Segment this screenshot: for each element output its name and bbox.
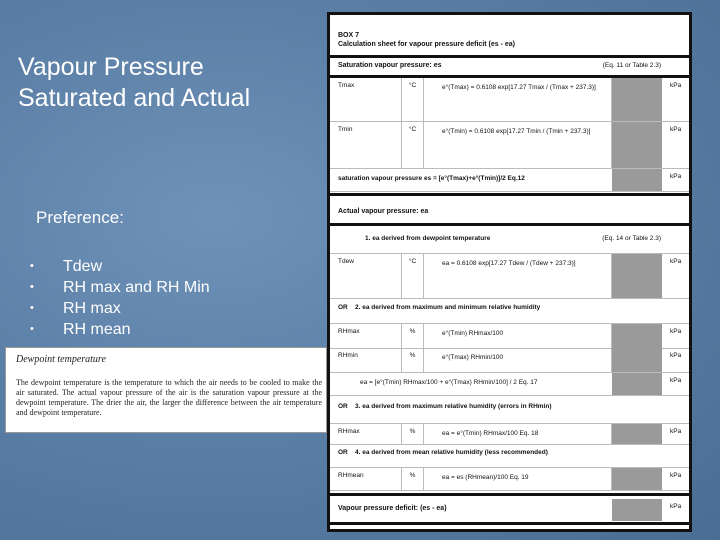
unit-kpa: kPa [670, 82, 682, 89]
divider [330, 522, 689, 525]
input-cell[interactable] [612, 122, 662, 168]
or-label: OR 3. ea derived from maximum relative humidity (errors in RHmin) [338, 403, 552, 410]
sat-label: Saturation vapour pressure: es [338, 62, 442, 69]
unit-pct: % [402, 324, 424, 348]
input-cell[interactable] [612, 254, 662, 298]
tmax-formula: e°(Tmax) = 0.6108 exp[17.27 Tmax / (Tmax + 237.3)] [424, 78, 612, 121]
rhmax-formula: e°(Tmin) RHmax/100 [424, 324, 612, 348]
preference-label: Preference: [36, 208, 124, 227]
bullet-icon: • [30, 260, 34, 272]
unit-c: °C [402, 78, 424, 121]
input-cell[interactable] [612, 324, 662, 348]
svp-row [330, 169, 689, 192]
unit-kpa: kPa [670, 352, 682, 359]
tdew-formula: ea = 0.6108 exp[17.27 Tdew / (Tdew + 237.3)] [424, 254, 612, 298]
input-cell[interactable] [612, 373, 662, 395]
list-item: • RH max and RH Min [30, 279, 210, 296]
unit-pct: % [402, 424, 424, 444]
rhmax-symbol: RHmax [330, 324, 402, 348]
divider [330, 223, 689, 226]
tdew-symbol: Tdew [330, 254, 402, 298]
title-line-1: Vapour Pressure [18, 53, 204, 81]
bullet-icon: • [30, 302, 34, 314]
input-cell[interactable] [612, 78, 662, 121]
dewpoint-heading: Dewpoint temperature [16, 354, 106, 365]
tmin-row [330, 122, 689, 169]
tmin-symbol: Tmin [330, 122, 402, 168]
method-2: 2. ea derived from maximum and minimum relative humidity [354, 304, 541, 311]
slide-title [18, 52, 318, 114]
rhmax-symbol: RHmax [330, 424, 402, 444]
unit-c: °C [402, 122, 424, 168]
dewpoint-excerpt [5, 347, 327, 433]
bullet-icon: • [30, 323, 34, 335]
unit-kpa: kPa [670, 377, 682, 384]
tmin-formula: e°(Tmin) = 0.6108 exp[17.27 Tmin / (Tmin + 237.3)] [424, 122, 612, 168]
method-1: 1. ea derived from dewpoint temperature [365, 235, 491, 242]
or-label: OR 4. ea derived from mean relative humidity (less recommended) [338, 449, 548, 456]
unit-kpa: kPa [670, 328, 682, 335]
unit-kpa: kPa [670, 503, 682, 510]
method-3: 3. ea derived from maximum relative humidity (errors in RHmin) [354, 403, 552, 410]
unit-c: °C [402, 254, 424, 298]
unit-kpa: kPa [670, 472, 682, 479]
divider [330, 493, 689, 496]
bullet-icon: • [30, 281, 34, 293]
divider [330, 193, 689, 196]
box-header [338, 31, 515, 49]
input-cell[interactable] [612, 169, 662, 191]
box-label: BOX 7 [338, 32, 360, 39]
box-heading: Calculation sheet for vapour pressure deficit (es - ea) [338, 41, 515, 48]
sat-ref: (Eq. 11 or Table 2.3) [602, 62, 661, 69]
rhmin-row [330, 348, 689, 373]
svp-formula: saturation vapour pressure es = [e°(Tmax)+e°(Tmin)]/2 Eq.12 [338, 175, 525, 182]
input-cell[interactable] [612, 424, 662, 444]
method-1-ref: (Eq. 14 or Table 2.3) [602, 235, 661, 242]
rhmean-symbol: RHmean [330, 468, 402, 490]
unit-kpa: kPa [670, 428, 682, 435]
or-label: OR 2. ea derived from maximum and minimum relative humidity [338, 304, 541, 311]
input-cell[interactable] [612, 499, 662, 521]
actual-label: Actual vapour pressure: ea [338, 208, 429, 215]
input-cell[interactable] [612, 468, 662, 490]
rhmax-row [330, 323, 689, 349]
rhmean-row [330, 467, 689, 491]
tmax-row [330, 78, 689, 122]
vpd-label: Vapour pressure deficit: (es - ea) [338, 505, 447, 512]
m2-eq-row [330, 373, 689, 396]
m2-equation: ea = [e°(Tmin) RHmax/100 + e°(Tmax) RHmin/100] / 2 Eq. 17 [360, 379, 538, 386]
m4-formula: ea = es (RHmean)/100 Eq. 19 [424, 468, 612, 490]
m3-row [330, 423, 689, 445]
box7-sheet [327, 12, 692, 532]
unit-kpa: kPa [670, 258, 682, 265]
method-4: 4. ea derived from mean relative humidity (less recommended) [354, 449, 548, 456]
title-line-2: Saturated and Actual [18, 84, 251, 112]
unit-pct: % [402, 348, 424, 372]
tdew-row [330, 253, 689, 299]
list-item: • Tdew [30, 258, 103, 275]
input-cell[interactable] [612, 348, 662, 372]
list-item: • RH max [30, 300, 121, 317]
unit-pct: % [402, 468, 424, 490]
list-item: • RH mean [30, 321, 131, 338]
tmax-symbol: Tmax [330, 78, 402, 121]
unit-kpa: kPa [670, 173, 682, 180]
divider [330, 55, 689, 58]
rhmin-formula: e°(Tmax) RHmin/100 [424, 348, 612, 372]
m3-formula: ea = e°(Tmin) RHmax/100 Eq. 18 [424, 424, 612, 444]
unit-kpa: kPa [670, 126, 682, 133]
preference-list [30, 256, 210, 340]
rhmin-symbol: RHmin [330, 348, 402, 372]
dewpoint-text: The dewpoint temperature is the temperature to which the air needs to be cooled to make the air saturated. The actual vapour pressure of the air is the saturation vapour pressure at the dewpoint temperature. The drier the air, the larger the difference between the air temperature and dewpoint temperature. [16, 378, 322, 417]
vpd-row [330, 499, 689, 521]
